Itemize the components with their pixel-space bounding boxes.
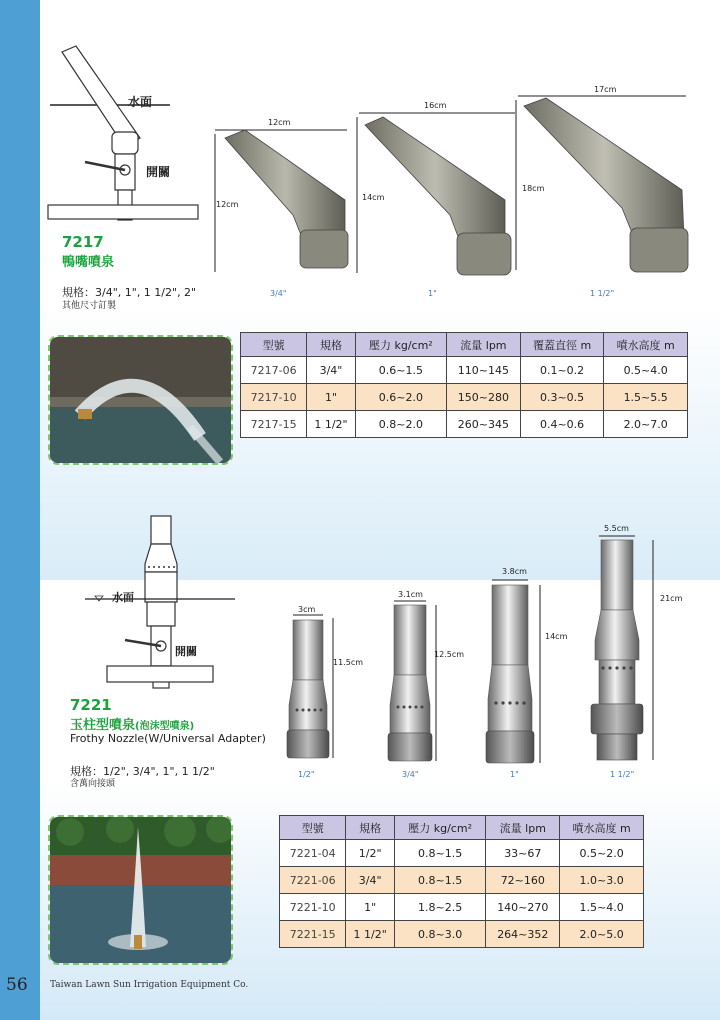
nozzle-size: 1": [428, 289, 437, 298]
cell: 33~67: [486, 840, 560, 867]
cell: 7221-06: [280, 867, 346, 894]
frothy-nozzle-image: [585, 530, 665, 770]
cell: 0.5~2.0: [560, 840, 644, 867]
frothy-nozzle-image: [386, 595, 446, 770]
spec-note: 含萬向接頭: [70, 779, 116, 789]
dimension-width: 5.5cm: [604, 524, 629, 533]
cell: 264~352: [486, 921, 560, 948]
table-row: [280, 867, 644, 894]
dimension-width: 3.1cm: [398, 590, 423, 599]
product-english-name: Frothy Nozzle(W/Universal Adapter): [70, 732, 266, 745]
cell: 1.0~3.0: [560, 867, 644, 894]
cell: 2.0~5.0: [560, 921, 644, 948]
installation-diagram-7221: [85, 512, 235, 692]
product-name: 鴨嘴噴泉: [62, 255, 115, 270]
cell: 0.4~0.6: [520, 411, 604, 438]
cell: 2.0~7.0: [604, 411, 688, 438]
nozzle-size: 3/4": [270, 289, 287, 298]
cell: 0.8~3.0: [394, 921, 486, 948]
nozzle-size: 1 1/2": [610, 770, 635, 779]
cell: 7221-10: [280, 894, 346, 921]
product-name-note: (泡沫型噴泉): [135, 721, 195, 732]
table-row: [280, 840, 644, 867]
header-pressure: 壓力 kg/cm²: [355, 333, 446, 357]
header-size: 規格: [346, 816, 394, 840]
cell: 260~345: [447, 411, 521, 438]
installation-diagram-7217: [40, 40, 210, 230]
dimension-width: 16cm: [424, 101, 447, 110]
nozzle-size: 1 1/2": [590, 289, 615, 298]
dimension-height: 14cm: [545, 632, 568, 641]
dimension-height: 11.5cm: [333, 658, 364, 667]
cell: 0.8~2.0: [355, 411, 446, 438]
cell: 0.8~1.5: [394, 840, 486, 867]
nozzle-size: 1": [510, 770, 519, 779]
cell: 1.5~4.0: [560, 894, 644, 921]
product-code: 7217: [62, 233, 104, 251]
spec-table-7217: [240, 332, 688, 438]
fountain-photo: [48, 335, 233, 465]
dimension-height: 12.5cm: [434, 650, 465, 659]
cell: 1.8~2.5: [394, 894, 486, 921]
dimension-height: 14cm: [362, 193, 385, 202]
header-flow: 流量 lpm: [486, 816, 560, 840]
company-name: Taiwan Lawn Sun Irrigation Equipment Co.: [50, 980, 249, 990]
nozzle-size: 1/2": [298, 770, 315, 779]
dimension-width: 17cm: [594, 85, 617, 94]
nozzle-size: 3/4": [402, 770, 419, 779]
table-row: [280, 894, 644, 921]
switch-label: 開關: [146, 165, 171, 179]
dimension-height: 12cm: [216, 200, 239, 209]
spec-note: 其他尺寸訂製: [62, 301, 117, 311]
header-height: 噴水高度 m: [604, 333, 688, 357]
dimension-width: 12cm: [268, 118, 291, 127]
header-flow: 流量 lpm: [447, 333, 521, 357]
cell: 1": [307, 384, 355, 411]
cell: 0.5~4.0: [604, 357, 688, 384]
table-row: [280, 921, 644, 948]
cell: 7221-04: [280, 840, 346, 867]
dimension-height: 18cm: [522, 184, 545, 193]
cell: 1.5~5.5: [604, 384, 688, 411]
cell: 1 1/2": [346, 921, 394, 948]
frothy-nozzle-image: [482, 575, 552, 770]
cell: 1 1/2": [307, 411, 355, 438]
table-row: [241, 357, 688, 384]
cell: 72~160: [486, 867, 560, 894]
cell: 7221-15: [280, 921, 346, 948]
spec-table-7221: [279, 815, 644, 948]
header-model: 型號: [241, 333, 307, 357]
cell: 0.8~1.5: [394, 867, 486, 894]
header-model: 型號: [280, 816, 346, 840]
water-surface-label: 水面: [112, 591, 134, 604]
cell: 7217-06: [241, 357, 307, 384]
fountain-photo: [48, 815, 233, 965]
cell: 0.6~1.5: [355, 357, 446, 384]
water-surface-label: 水面: [128, 95, 153, 109]
cell: 0.1~0.2: [520, 357, 604, 384]
dimension-width: 3.8cm: [502, 567, 527, 576]
cell: 150~280: [447, 384, 521, 411]
cell: 3/4": [307, 357, 355, 384]
product-name: [70, 714, 194, 733]
cell: 0.3~0.5: [520, 384, 604, 411]
product-code: 7221: [70, 696, 112, 714]
product-name-main: 玉柱型噴泉: [70, 718, 136, 733]
cell: 7217-15: [241, 411, 307, 438]
header-size: 規格: [307, 333, 355, 357]
header-coverage: 覆蓋直徑 m: [520, 333, 604, 357]
spec-line: 規格：1/2", 3/4", 1", 1 1/2": [70, 765, 215, 778]
cell: 140~270: [486, 894, 560, 921]
page-number: 56: [6, 975, 28, 995]
dimension-width: 3cm: [298, 605, 316, 614]
switch-label: 開關: [175, 645, 197, 658]
table-row: [241, 384, 688, 411]
spec-line: 規格：3/4", 1", 1 1/2", 2": [62, 286, 197, 299]
header-pressure: 壓力 kg/cm²: [394, 816, 486, 840]
cell: 0.6~2.0: [355, 384, 446, 411]
cell: 1": [346, 894, 394, 921]
table-row: [241, 411, 688, 438]
header-height: 噴水高度 m: [560, 816, 644, 840]
cell: 3/4": [346, 867, 394, 894]
dimension-height: 21cm: [660, 594, 683, 603]
frothy-nozzle-image: [285, 610, 345, 770]
cell: 110~145: [447, 357, 521, 384]
side-color-band: [0, 0, 40, 1020]
cell: 1/2": [346, 840, 394, 867]
cell: 7217-10: [241, 384, 307, 411]
